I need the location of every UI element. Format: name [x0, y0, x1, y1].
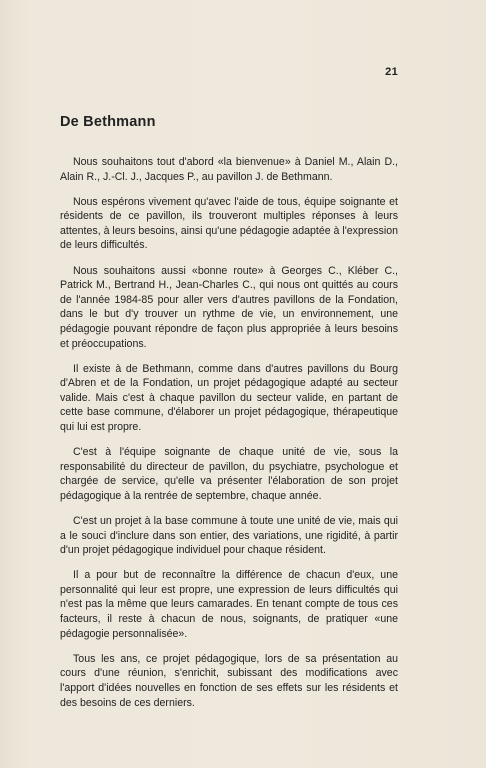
page-number: 21 [385, 66, 398, 78]
paragraph-8: Tous les ans, ce projet pédagogique, lors de sa présentation au cours d'une réunion, s'enrichit, subissant des modifications avec l'apport d'idées nouvelles en fonction de ses effets sur les résidents et des besoins de ces derniers. [60, 652, 398, 709]
paragraph-5: C'est à l'équipe soignante de chaque unité de vie, sous la responsabilité du directeur de pavillon, du psychiatre, psychologue et chargée de service, qu'elle va présenter l'élaboration de son projet pédagogique à la rentrée de septembre, chaque année. [60, 446, 398, 502]
paragraph-2: Nous espérons vivement qu'avec l'aide de tous, équipe soignante et résidents de ce pavillon, ils trouveront multiples réponses à leurs attentes, à leurs besoins, ainsi qu'une pédagogie adaptée à l'expression de leurs difficultés. [60, 195, 398, 252]
section-heading: De Bethmann [60, 114, 156, 130]
paragraph-6: C'est un projet à la base commune à toute une unité de vie, mais qui a le souci d'inclure dans son entier, des variations, une rigidité, à partir d'un projet pédagogique individuel pour chaque résident. [60, 514, 398, 557]
body-text [60, 155, 398, 721]
paragraph-3: Nous souhaitons aussi «bonne route» à Georges C., Kléber C., Patrick M., Bertrand H., Jean-Charles C., qui nous ont quittés au cours de l'année 1984-85 pour aller vers d'autres pavillons de la Fondation, dans le but d'y trouver un rythme de vie, un environnement, une pédagogie pouvant répondre de façon plus appropriée à leurs besoins et préoccupations. [60, 264, 398, 350]
paragraph-4: Il existe à de Bethmann, comme dans d'autres pavillons du Bourg d'Abren et de la Fondation, un projet pédagogique adapté au secteur valide. Mais c'est à chaque pavillon du secteur valide, en partant de cette base commune, d'élaborer un projet pédagogique, thérapeutique qui lui est propre. [60, 362, 398, 433]
paragraph-7: Il a pour but de reconnaître la différence de chacun d'eux, une personnalité qui leur est propre, une expression de leurs difficultés qui n'est pas la même que leurs camarades. En tenant compte de tous ces facteurs, il reste à chacun de nous, soignants, de pratiquer «une pédagogie personnalisée». [60, 569, 398, 640]
paragraph-1: Nous souhaitons tout d'abord «la bienvenue» à Daniel M., Alain D., Alain R., J.-Cl. J., Jacques P., au pavillon J. de Bethmann. [60, 156, 398, 183]
